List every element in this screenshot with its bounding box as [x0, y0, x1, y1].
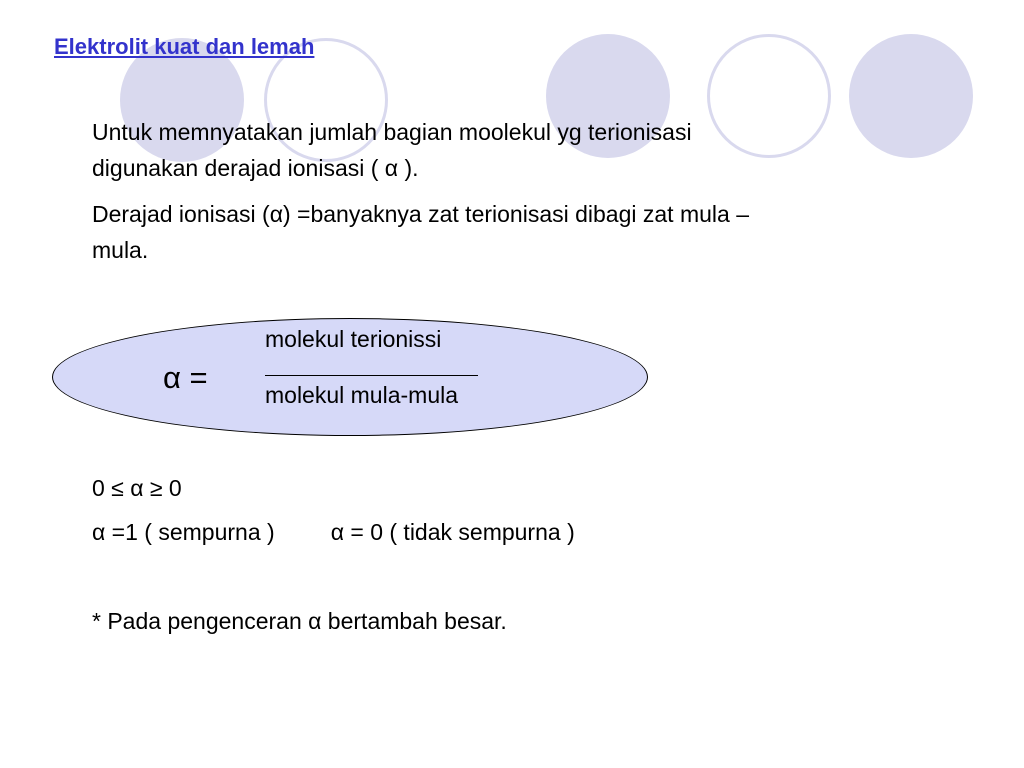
case-incomplete: α = 0 ( tidak sempurna ) [330, 519, 575, 545]
paragraph-intro-line-2: digunakan derajad ionisasi ( α ). [92, 155, 419, 181]
alpha-range: 0 ≤ α ≥ 0 [92, 475, 182, 501]
dilution-note: * Pada pengenceran α bertambah besar. [92, 608, 507, 634]
case-complete: α =1 ( sempurna ) [92, 519, 275, 545]
fraction-bar [265, 375, 478, 376]
paragraph-definition-line-1: Derajad ionisasi (α) =banyaknya zat terionisasi dibagi zat mula – [92, 201, 749, 227]
alpha-cases [92, 514, 575, 550]
slide-title: Elektrolit kuat dan lemah [54, 34, 315, 59]
paragraph-definition [92, 196, 749, 268]
formula-denominator: molekul mula-mula [265, 382, 459, 408]
decor-circle-5 [849, 34, 973, 158]
decor-circle-4 [707, 34, 831, 158]
formula-lhs: α = [163, 360, 208, 395]
paragraph-intro-line-1: Untuk memnyatakan jumlah bagian moolekul yg terionisasi [92, 119, 692, 145]
paragraph-definition-line-2: mula. [92, 237, 149, 263]
formula-numerator: molekul terionissi [265, 326, 442, 352]
paragraph-intro [92, 114, 692, 186]
